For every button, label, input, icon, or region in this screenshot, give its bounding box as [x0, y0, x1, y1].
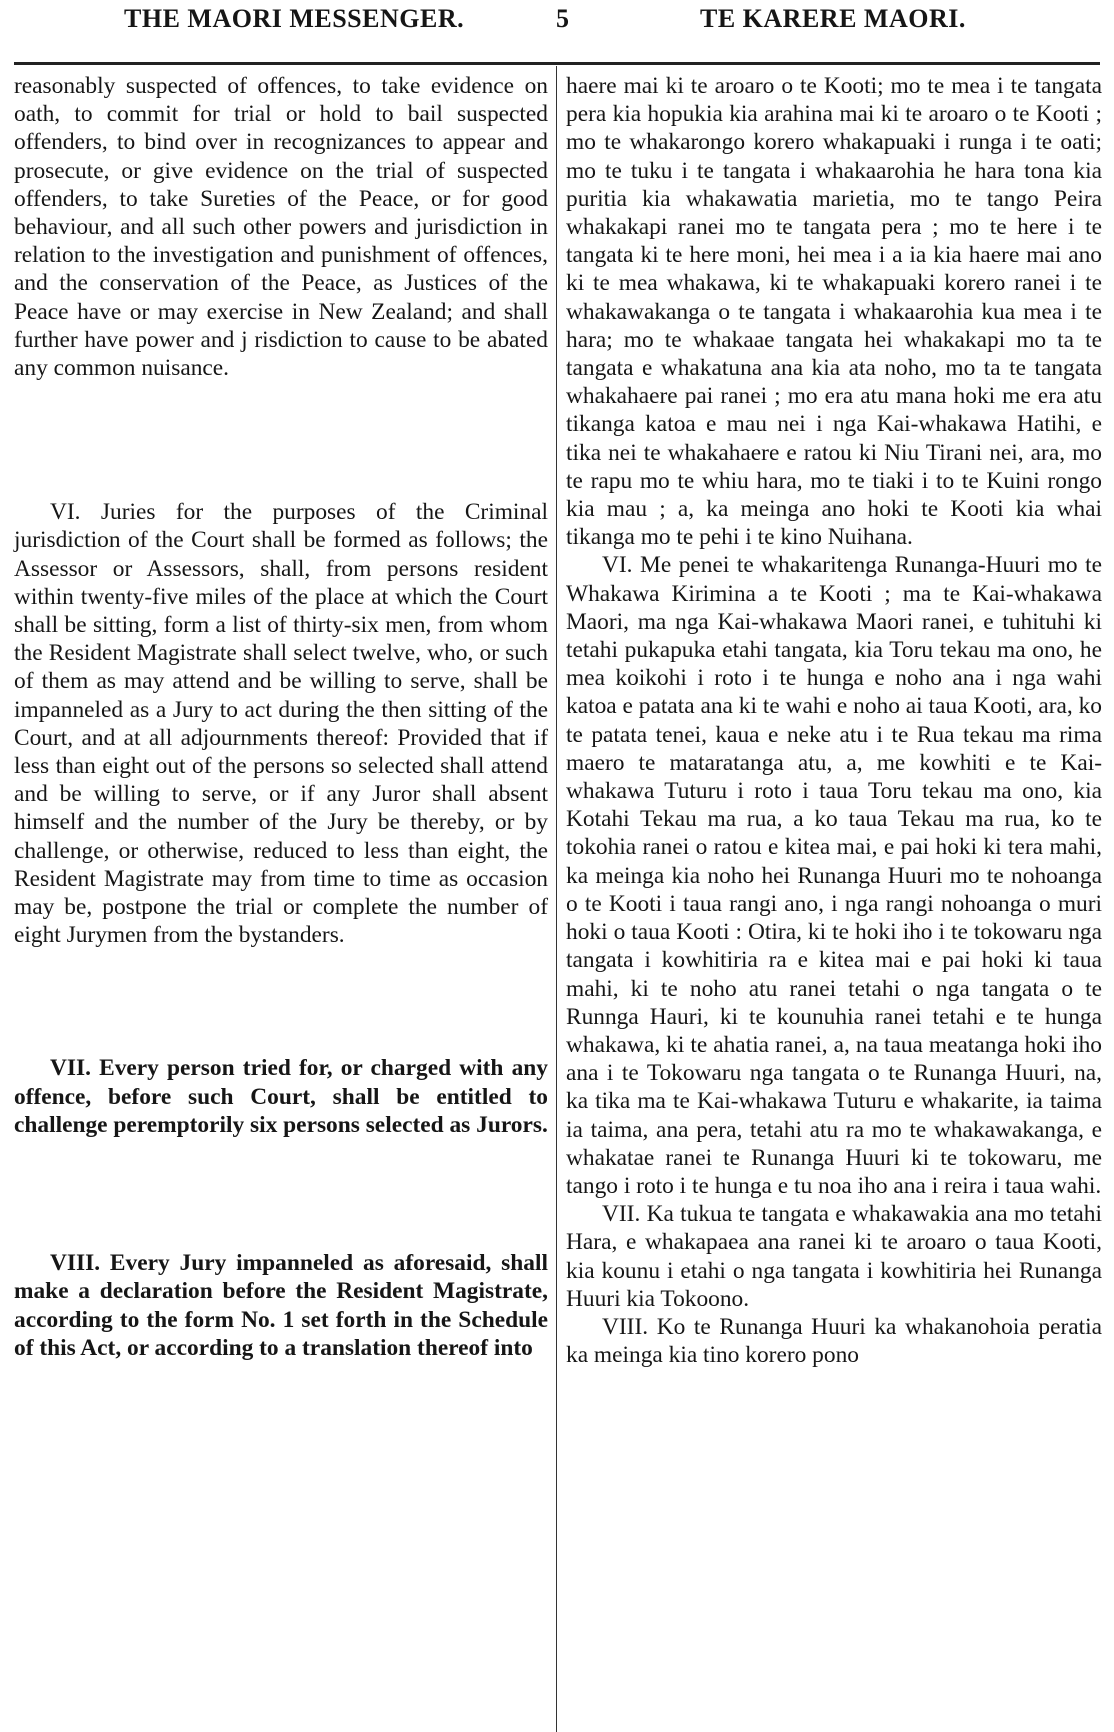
english-masthead: THE MAORI MESSENGER.: [124, 4, 465, 33]
section-number: VIII.: [602, 1313, 649, 1340]
section-number: VII.: [602, 1201, 641, 1228]
column-divider: [556, 66, 557, 1732]
header-rule: [14, 62, 1100, 65]
paragraph-text: Every Jury impanneled as aforesaid, shall make a declaration before the Resident Magistrate, according to the form No. 1 set forth in the Schedule of this Act, or according to a translation thereof into: [14, 1250, 548, 1361]
paragraph-text: Me penei te whakaritenga Runanga-Huuri mo te Whakawa Kirimina a te Kooti ; ma te Kai-whakawa Maori, ma nga Kai-whakawa Maori ranei, e tuhituhi ki tetahi pukapuka etahi tangata, kia Toru tekau ma ono, he mea koikohi i roto i te hunga e noho ana i nga wahi katoa e patata ana ki te wahi e noho ai taua Kooti, ara, ko te patata tenei, kaua e neke atu i te Rua tekau ma rima maero te mataratanga atu, a, me kowhiti e te Kai-whakawa Tuturu i roto i taua Toru tekau ma ono, kia Kotahi Tekau ma rua, a ko taua Tekau ma rua, ko te tokohia ranei o ratou e kitea mai, e pai hoki ki tera mahi, ka meinga kia noho hei Runanga Huuri mo te nohoanga o te Kooti i taua rangi ano, i nga rangi nohoanga o muri hoki o taua Kooti : Otira, ki te hoki iho i te tokowaru nga tangata i kowhitiria ra e kitea mai e pai hoki ki taua mahi, ki te noho atu ranei tetahi o nga tangata o te Runnga Hauri, ki te kounuhia ranei tetahi e te hunga whakawa, ki te ahatia ranei, a, na taua meatanga hoki iho ana i te Tokowaru nga tangata o te Runanga Huuri, na, ka tika ma te Kai-whakawa Tuturu e whakarite, ia taima ia taima, ana pera, tetahi atu ra mo te whakawakanga, e whakatae ranei te Runanga Huuri ki te tokowaru, me tango i roto i te hunga e tu noa iho ana i reira i taua wahi.: [566, 552, 1102, 1199]
paragraph-text: Juries for the purposes of the Criminal jurisdiction of the Court shall be formed as follows; the Assessor or Assessors, shall, from persons resident within twenty-five miles of the place at which the Court shall be sitting, form a list of thirty-six men, from whom the Resident Magistrate shall select twelve, who, or such of them as may attend and be willing to serve, shall be impanneled as a Jury to act during the then sitting of the Court, and at all adjournments thereof: Provided that if less than eight out of the persons so selected shall attend and be willing to serve, or if any Juror shall absent himself and the number of the Jury be thereby, or by challenge, or otherwise, reduced to less than eight, the Resident Magistrate may from time to time as occasion may be, postpone the trial or complete the number of eight Jurymen from the bystanders.: [14, 499, 548, 949]
maori-section-6: [566, 551, 1102, 1200]
english-section-6: [14, 498, 548, 949]
english-column: [14, 72, 548, 1362]
section-number: VI.: [50, 499, 81, 526]
english-section-8: [14, 1249, 548, 1362]
maori-paragraph-continuation: [566, 72, 1102, 551]
maori-column: [566, 72, 1102, 1369]
section-number: VI.: [602, 552, 633, 579]
section-number: VII.: [50, 1055, 91, 1082]
paragraph-text: reasonably suspected of offences, to take evidence on oath, to commit for trial or hold to bail suspected offenders, to bind over in recognizances to appear and prosecute, or give evidence on the trial of suspected offenders, to take Sureties of the Peace, or for good behaviour, and all such other powers and jurisdiction in relation to the investigation and punishment of offences, and the conservation of the Peace, as Justices of the Peace have or may exercise in New Zealand; and shall further have power and j risdiction to cause to be abated any common nuisance.: [14, 73, 548, 382]
paragraph-text: Ko te Runanga Huuri ka whakanohoia peratia ka meinga kia tino korero pono: [566, 1313, 1102, 1369]
page-header: [0, 0, 1114, 60]
english-paragraph-continuation: [14, 72, 548, 382]
page-number: 5: [556, 4, 570, 33]
maori-section-7: [566, 1200, 1102, 1313]
maori-masthead: TE KARERE MAORI.: [700, 4, 966, 33]
maori-section-8: [566, 1313, 1102, 1369]
english-section-7: [14, 1054, 548, 1139]
paragraph-text: Every person tried for, or charged with any offence, before such Court, shall be entitled to challenge peremptorily six persons selected as Jurors.: [14, 1055, 548, 1138]
paragraph-text: haere mai ki te aroaro o te Kooti; mo te mea i te tangata pera kia hopukia kia arahina mai ki te aroaro o te Kooti ; mo te whakarongo korero whakapuaki i runga i te oati; mo te tuku i te tangata i whakaarohia he hara tona kia puritia kia whakawatia marietia, mo te tango Peira whakakapi ranei mo te tangata pera ; mo te here i te tangata ki te here moni, hei mea i a ia kia haere mai ano ki te mea whakawa, ki te whakapuaki korero ranei i te whakawakanga o te tangata i whakaarohia kua mea i te hara; mo te whakaae tangata hei whakakapi mo ta te tangata e whakatuna ana kia ata noho, mo ta te tangata whakahaere pai ranei ; mo era atu mana hoki me era atu tikanga katoa e mau nei i nga Kai-whakawa Hatihi, e tika nei te whakahaere e ratou ki Niu Tirani nei, ara, mo te rapu mo te whiu hara, mo te tiaki i to te Kuini rongo kia mau ; a, ka meinga ano hoki te Kooti kia whai tikanga mo te pehi i te kino Nuihana.: [566, 73, 1102, 551]
paragraph-text: Ka tukua te tangata e whakawakia ana mo tetahi Hara, e whakapaea ana ranei ki te aroaro o taua Kooti, kia kounu i etahi o nga tangata i kowhitiria hei Runanga Huuri kia Tokoono.: [566, 1201, 1102, 1312]
section-number: VIII.: [50, 1250, 101, 1277]
